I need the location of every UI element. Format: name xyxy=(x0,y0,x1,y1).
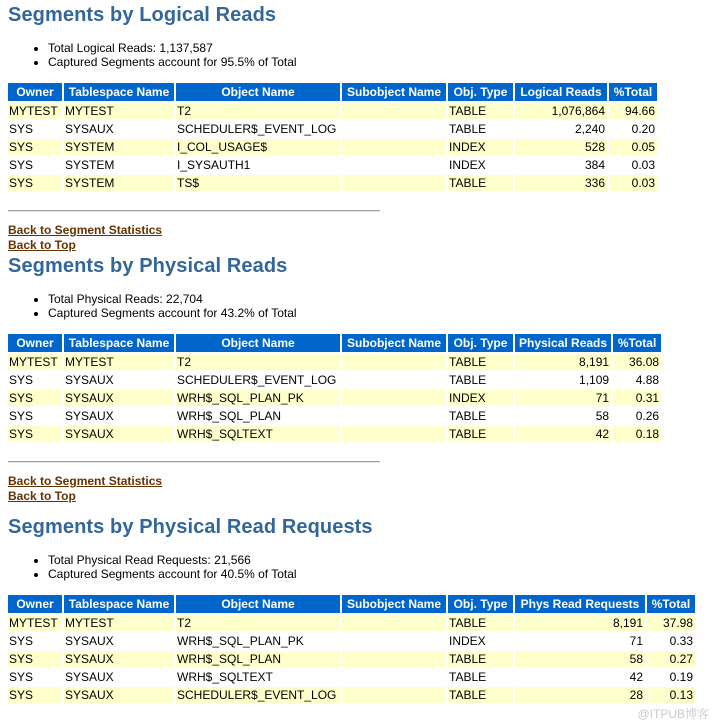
cell-value: 336 xyxy=(515,175,607,191)
cell-pct-total: 0.33 xyxy=(647,633,695,649)
cell-tablespace-name: SYSAUX xyxy=(64,651,174,667)
segments-table xyxy=(6,81,659,193)
cell-subobject-name xyxy=(342,157,446,173)
column-header-tablespace-name: Tablespace Name xyxy=(64,334,174,352)
cell-tablespace-name: SYSAUX xyxy=(64,669,174,685)
column-header-tablespace-name: Tablespace Name xyxy=(64,595,174,613)
cell-pct-total: 4.88 xyxy=(613,372,661,388)
cell-object-name: WRH$_SQL_PLAN_PK xyxy=(176,633,340,649)
cell-obj-type: TABLE xyxy=(448,121,513,137)
cell-object-name: T2 xyxy=(176,615,340,631)
cell-pct-total: 0.18 xyxy=(613,426,661,442)
summary-list xyxy=(8,292,715,320)
section-divider xyxy=(8,461,380,463)
table-row xyxy=(8,615,695,631)
cell-tablespace-name: SYSAUX xyxy=(64,426,174,442)
cell-obj-type: INDEX xyxy=(448,633,513,649)
cell-object-name: T2 xyxy=(176,354,340,370)
cell-pct-total: 0.26 xyxy=(613,408,661,424)
cell-owner: SYS xyxy=(8,669,62,685)
cell-tablespace-name: SYSAUX xyxy=(64,372,174,388)
table-row xyxy=(8,390,661,406)
column-header-tablespace-name: Tablespace Name xyxy=(64,83,174,101)
back-to-segment-statistics-link[interactable]: Back to Segment Statistics xyxy=(8,474,163,488)
cell-pct-total: 0.03 xyxy=(609,175,657,191)
column-header-obj-type: Obj. Type xyxy=(448,334,513,352)
section-logical-reads xyxy=(8,4,715,253)
section-physical-read-requests xyxy=(8,516,715,705)
section-title: Segments by Physical Reads xyxy=(8,255,288,277)
table-row xyxy=(8,121,657,137)
cell-owner: SYS xyxy=(8,157,62,173)
table-row xyxy=(8,157,657,173)
cell-obj-type: INDEX xyxy=(448,139,513,155)
column-header-subobject-name: Subobject Name xyxy=(342,83,446,101)
cell-value: 71 xyxy=(515,633,645,649)
column-header-pct-total: %Total xyxy=(647,595,695,613)
column-header-object-name: Object Name xyxy=(176,83,340,101)
cell-owner: SYS xyxy=(8,408,62,424)
table-row xyxy=(8,651,695,667)
cell-tablespace-name: SYSAUX xyxy=(64,633,174,649)
cell-object-name: WRH$_SQL_PLAN xyxy=(176,651,340,667)
cell-pct-total: 37.98 xyxy=(647,615,695,631)
column-header-obj-type: Obj. Type xyxy=(448,83,513,101)
cell-pct-total: 0.05 xyxy=(609,139,657,155)
summary-total: • Total Physical Reads: 22,704 xyxy=(48,292,715,306)
cell-subobject-name xyxy=(342,687,446,703)
back-to-top-link[interactable]: Back to Top xyxy=(8,238,76,252)
summary-total: • Total Physical Read Requests: 21,566 xyxy=(48,553,715,567)
cell-pct-total: 36.08 xyxy=(613,354,661,370)
column-header-owner: Owner xyxy=(8,334,62,352)
cell-object-name: SCHEDULER$_EVENT_LOG xyxy=(176,121,340,137)
summary-list xyxy=(8,41,715,69)
cell-owner: SYS xyxy=(8,426,62,442)
cell-pct-total: 0.19 xyxy=(647,669,695,685)
cell-tablespace-name: SYSAUX xyxy=(64,408,174,424)
column-header-subobject-name: Subobject Name xyxy=(342,334,446,352)
cell-object-name: SCHEDULER$_EVENT_LOG xyxy=(176,372,340,388)
table-header-row xyxy=(8,334,661,352)
summary-captured: • Captured Segments account for 43.2% of Total xyxy=(48,306,715,320)
cell-tablespace-name: SYSAUX xyxy=(64,121,174,137)
cell-pct-total: 0.27 xyxy=(647,651,695,667)
table-row xyxy=(8,669,695,685)
cell-pct-total: 94.66 xyxy=(609,103,657,119)
table-row xyxy=(8,426,661,442)
cell-value: 384 xyxy=(515,157,607,173)
cell-tablespace-name: MYTEST xyxy=(64,103,174,119)
cell-pct-total: 0.20 xyxy=(609,121,657,137)
nav-links xyxy=(8,223,715,253)
column-header-owner: Owner xyxy=(8,595,62,613)
cell-subobject-name xyxy=(342,633,446,649)
cell-value: 2,240 xyxy=(515,121,607,137)
cell-owner: SYS xyxy=(8,390,62,406)
cell-value: 42 xyxy=(515,426,611,442)
table-row xyxy=(8,633,695,649)
cell-object-name: WRH$_SQL_PLAN xyxy=(176,408,340,424)
cell-subobject-name xyxy=(342,139,446,155)
cell-subobject-name xyxy=(342,103,446,119)
table-header-row xyxy=(8,83,657,101)
cell-tablespace-name: SYSAUX xyxy=(64,390,174,406)
cell-owner: SYS xyxy=(8,121,62,137)
cell-owner: SYS xyxy=(8,372,62,388)
cell-value: 1,076,864 xyxy=(515,103,607,119)
cell-tablespace-name: SYSTEM xyxy=(64,157,174,173)
cell-value: 1,109 xyxy=(515,372,611,388)
summary-list xyxy=(8,553,715,581)
column-header-value: Physical Reads xyxy=(515,334,611,352)
cell-owner: SYS xyxy=(8,175,62,191)
cell-tablespace-name: SYSAUX xyxy=(64,687,174,703)
cell-obj-type: TABLE xyxy=(448,175,513,191)
cell-tablespace-name: SYSTEM xyxy=(64,139,174,155)
cell-obj-type: INDEX xyxy=(448,390,513,406)
column-header-pct-total: %Total xyxy=(613,334,661,352)
cell-object-name: WRH$_SQLTEXT xyxy=(176,669,340,685)
column-header-value: Logical Reads xyxy=(515,83,607,101)
column-header-obj-type: Obj. Type xyxy=(448,595,513,613)
summary-captured: • Captured Segments account for 40.5% of Total xyxy=(48,567,715,581)
segments-table xyxy=(6,332,663,444)
cell-obj-type: TABLE xyxy=(448,651,513,667)
cell-subobject-name xyxy=(342,651,446,667)
cell-object-name: I_COL_USAGE$ xyxy=(176,139,340,155)
cell-subobject-name xyxy=(342,390,446,406)
column-header-pct-total: %Total xyxy=(609,83,657,101)
segments-table xyxy=(6,593,697,705)
nav-links xyxy=(8,474,715,504)
table-header-row xyxy=(8,595,695,613)
summary-captured: • Captured Segments account for 95.5% of Total xyxy=(48,55,715,69)
summary-total: • Total Logical Reads: 1,137,587 xyxy=(48,41,715,55)
cell-owner: SYS xyxy=(8,633,62,649)
cell-obj-type: TABLE xyxy=(448,687,513,703)
table-row xyxy=(8,408,661,424)
cell-obj-type: INDEX xyxy=(448,157,513,173)
column-header-owner: Owner xyxy=(8,83,62,101)
cell-obj-type: TABLE xyxy=(448,669,513,685)
cell-value: 42 xyxy=(515,669,645,685)
cell-tablespace-name: MYTEST xyxy=(64,354,174,370)
cell-object-name: WRH$_SQL_PLAN_PK xyxy=(176,390,340,406)
cell-owner: MYTEST xyxy=(8,354,62,370)
cell-value: 58 xyxy=(515,408,611,424)
watermark: @ITPUB博客 xyxy=(637,707,709,721)
cell-obj-type: TABLE xyxy=(448,103,513,119)
cell-subobject-name xyxy=(342,615,446,631)
cell-object-name: WRH$_SQLTEXT xyxy=(176,426,340,442)
cell-value: 28 xyxy=(515,687,645,703)
cell-value: 528 xyxy=(515,139,607,155)
cell-obj-type: TABLE xyxy=(448,408,513,424)
table-row xyxy=(8,103,657,119)
cell-value: 58 xyxy=(515,651,645,667)
cell-tablespace-name: SYSTEM xyxy=(64,175,174,191)
cell-subobject-name xyxy=(342,372,446,388)
cell-subobject-name xyxy=(342,175,446,191)
cell-obj-type: TABLE xyxy=(448,372,513,388)
section-title: Segments by Physical Read Requests xyxy=(8,516,373,538)
table-row xyxy=(8,175,657,191)
cell-object-name: SCHEDULER$_EVENT_LOG xyxy=(176,687,340,703)
cell-subobject-name xyxy=(342,354,446,370)
cell-owner: SYS xyxy=(8,139,62,155)
cell-object-name: T2 xyxy=(176,103,340,119)
column-header-object-name: Object Name xyxy=(176,334,340,352)
cell-object-name: I_SYSAUTH1 xyxy=(176,157,340,173)
back-to-top-link[interactable]: Back to Top xyxy=(8,489,76,503)
cell-owner: MYTEST xyxy=(8,103,62,119)
section-physical-reads xyxy=(8,255,715,504)
cell-object-name: TS$ xyxy=(176,175,340,191)
cell-pct-total: 0.31 xyxy=(613,390,661,406)
table-row xyxy=(8,354,661,370)
table-row xyxy=(8,687,695,703)
cell-obj-type: TABLE xyxy=(448,426,513,442)
table-row xyxy=(8,372,661,388)
cell-value: 71 xyxy=(515,390,611,406)
cell-subobject-name xyxy=(342,121,446,137)
cell-value: 8,191 xyxy=(515,354,611,370)
cell-owner: MYTEST xyxy=(8,615,62,631)
cell-owner: SYS xyxy=(8,687,62,703)
column-header-subobject-name: Subobject Name xyxy=(342,595,446,613)
cell-subobject-name xyxy=(342,669,446,685)
table-row xyxy=(8,139,657,155)
cell-obj-type: TABLE xyxy=(448,615,513,631)
column-header-value: Phys Read Requests xyxy=(515,595,645,613)
section-title: Segments by Logical Reads xyxy=(8,4,277,26)
cell-value: 8,191 xyxy=(515,615,645,631)
column-header-object-name: Object Name xyxy=(176,595,340,613)
cell-owner: SYS xyxy=(8,651,62,667)
cell-subobject-name xyxy=(342,408,446,424)
cell-tablespace-name: MYTEST xyxy=(64,615,174,631)
cell-subobject-name xyxy=(342,426,446,442)
section-divider xyxy=(8,210,380,212)
cell-obj-type: TABLE xyxy=(448,354,513,370)
cell-pct-total: 0.03 xyxy=(609,157,657,173)
back-to-segment-statistics-link[interactable]: Back to Segment Statistics xyxy=(8,223,163,237)
cell-pct-total: 0.13 xyxy=(647,687,695,703)
